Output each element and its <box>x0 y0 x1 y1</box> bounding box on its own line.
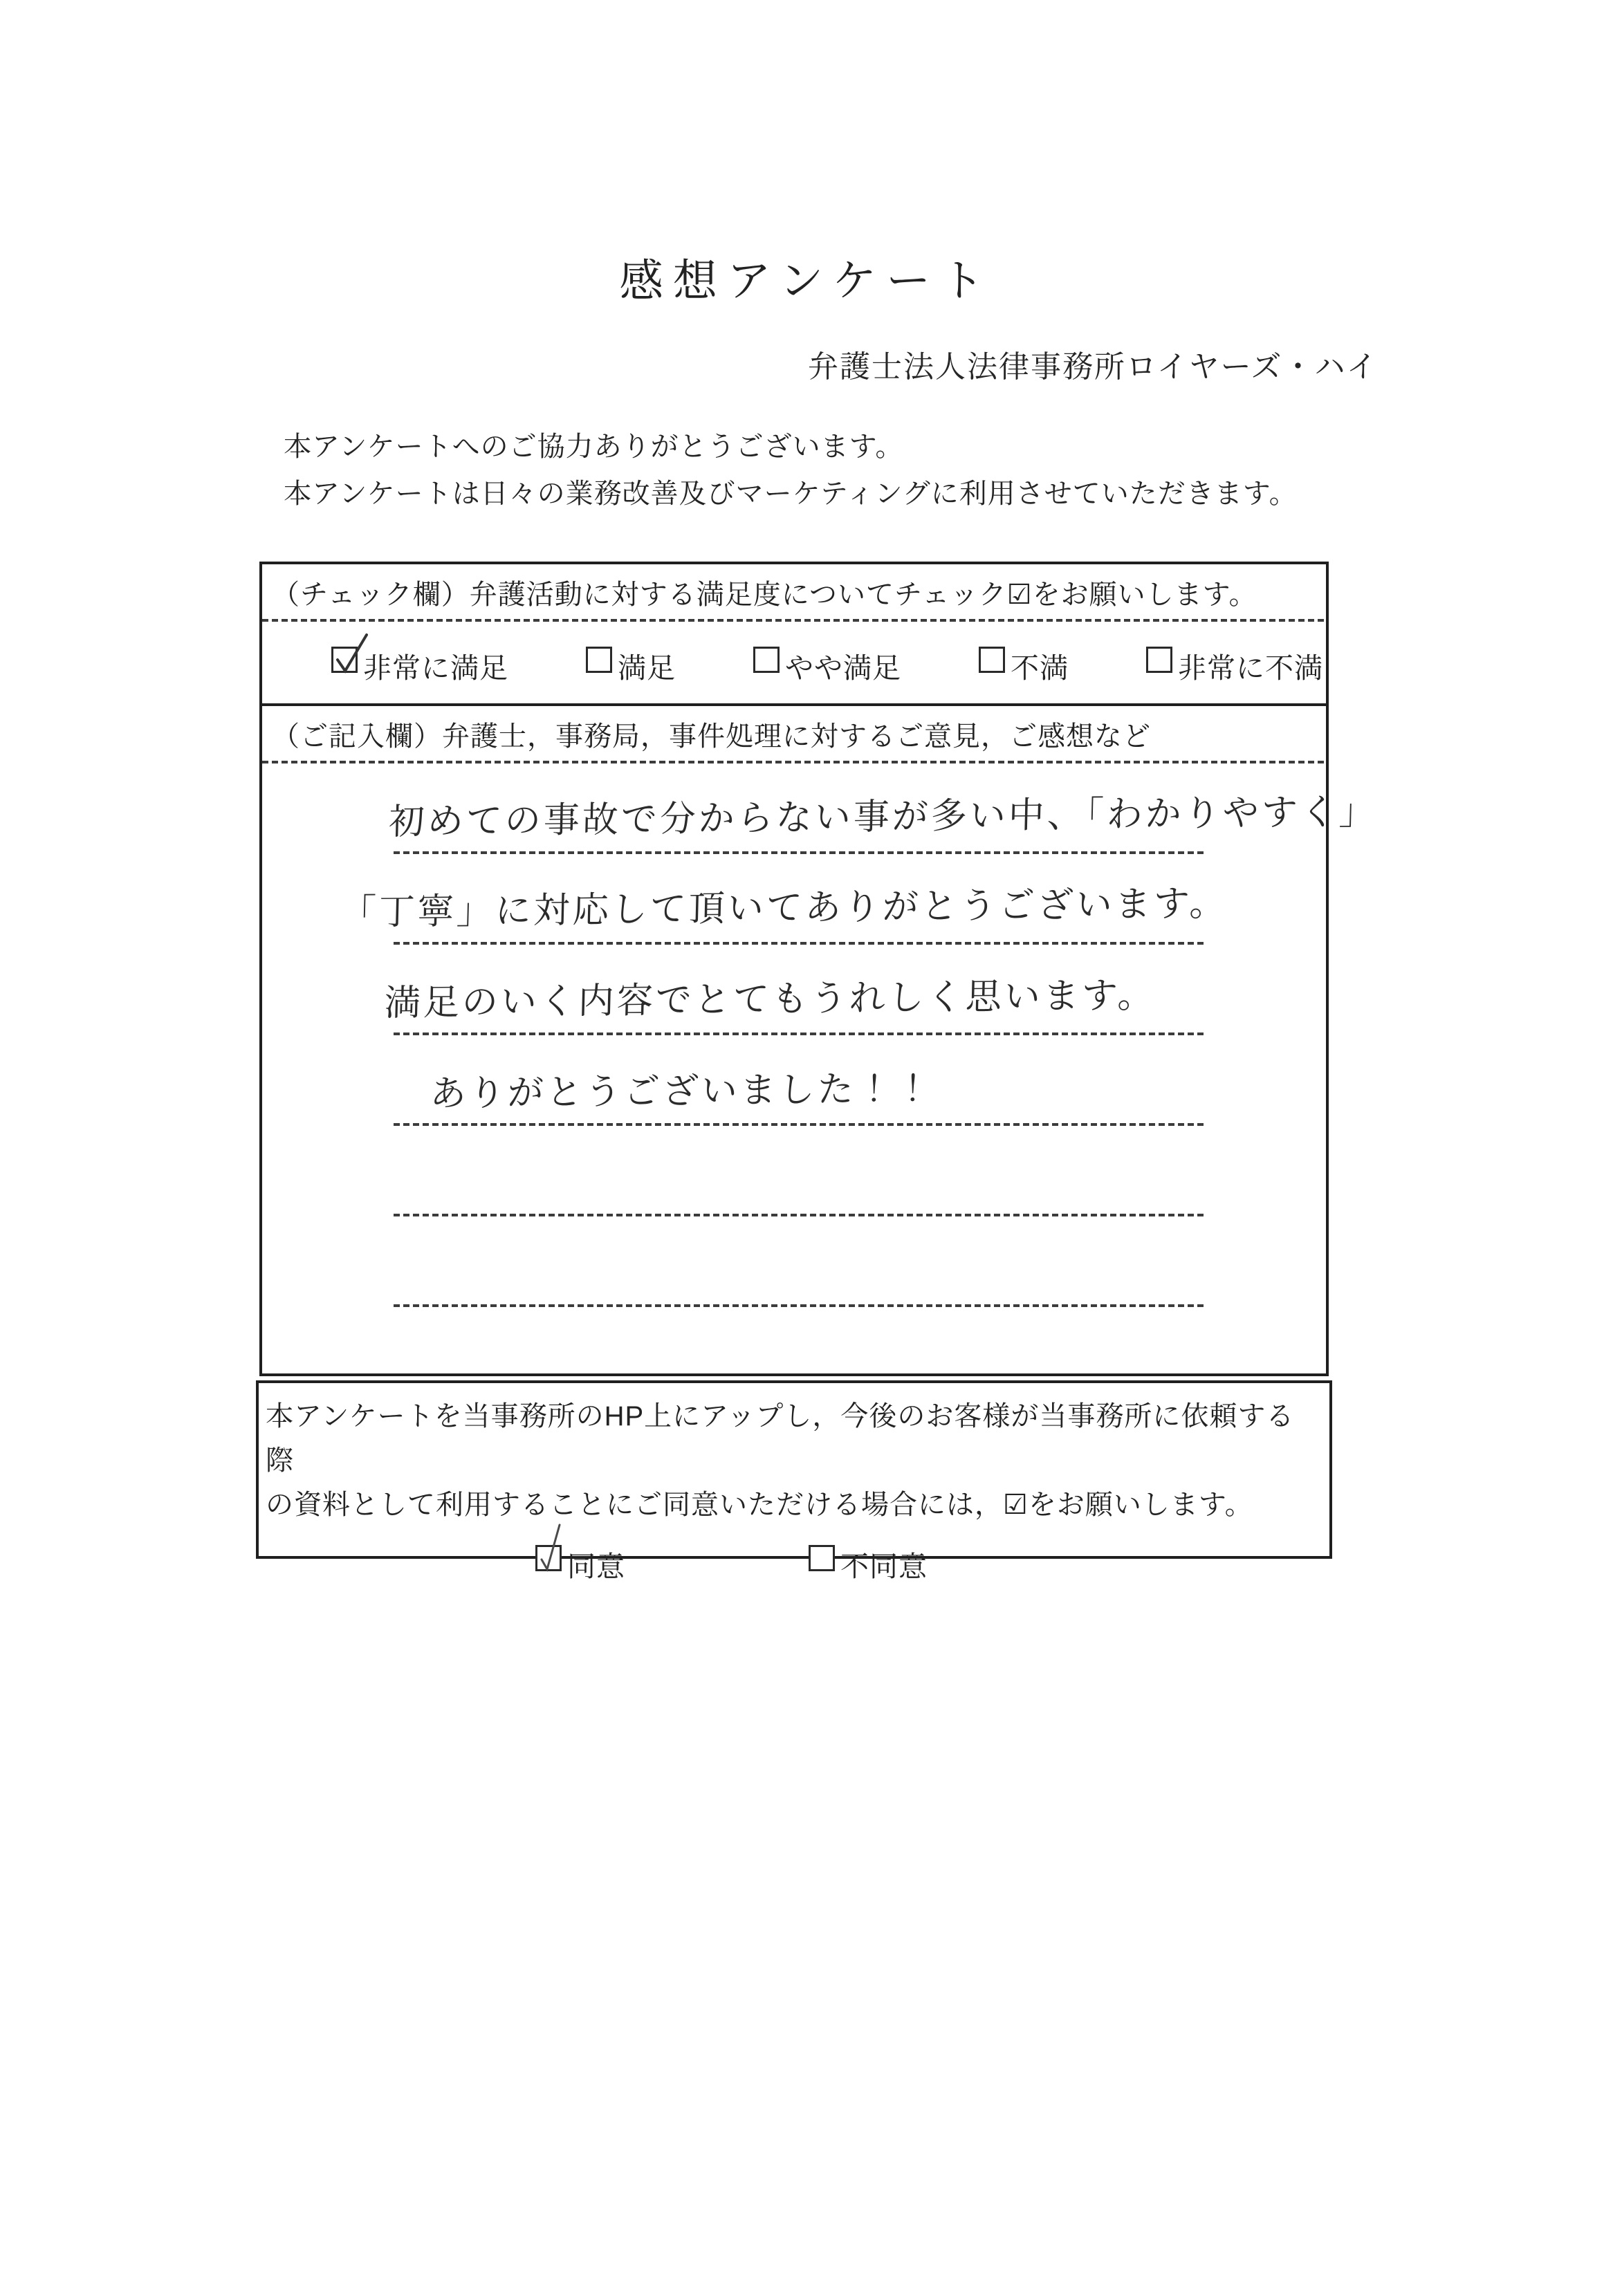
satisfaction-option-very-satisfied[interactable] <box>331 645 508 703</box>
satisfaction-options-row <box>262 622 1326 703</box>
checkbox-dissatisfied[interactable] <box>979 647 1005 673</box>
checkbox-satisfied[interactable] <box>586 647 612 673</box>
option-label: 不満 <box>1011 652 1069 684</box>
checkbox-agree[interactable] <box>535 1545 562 1571</box>
satisfaction-option-somewhat-satisfied[interactable] <box>753 645 901 703</box>
satisfaction-option-satisfied[interactable] <box>586 645 676 703</box>
consent-box <box>256 1380 1332 1582</box>
checkbox-very-satisfied[interactable] <box>331 647 358 673</box>
handwritten-check-icon <box>539 1524 566 1575</box>
survey-form-box <box>259 562 1379 1376</box>
consent-statement <box>259 1383 1329 1527</box>
option-label: 非常に満足 <box>363 652 508 684</box>
handwritten-comment: ありがとうございました！！ <box>430 1068 934 1114</box>
organization-name: 弁護士法人法律事務所ロイヤーズ・ハイ <box>808 350 1379 384</box>
option-label: 非常に不満 <box>1178 652 1323 684</box>
checkbox-disagree[interactable] <box>809 1545 835 1571</box>
option-label: 満足 <box>618 652 676 684</box>
consent-options-row <box>259 1527 1329 1584</box>
check-section-header: （チェック欄）弁護活動に対する満足度についてチェック☑をお願いします。 <box>272 580 1257 610</box>
comment-section-header: （ご記入欄）弁護士，事務局，事件処理に対するご意見，ご感想など <box>272 721 1151 752</box>
handwritten-comment: 満足のいく内容でとてもうれしく思います。 <box>384 975 1157 1024</box>
consent-line: 本アンケートを当事務所のHP上にアップし，今後のお客様が当事務所に依頼する際 <box>266 1401 1295 1476</box>
intro-line: 本アンケートへのご協力ありがとうございます。 <box>284 432 904 462</box>
comment-line-row <box>262 854 1326 945</box>
comment-line-row <box>262 1035 1326 1126</box>
comment-line-row <box>262 763 1379 854</box>
handwritten-comment: 「丁寧」に対応して頂いてありがとうございます。 <box>340 883 1229 933</box>
comment-line-row-empty <box>262 1126 1326 1216</box>
satisfaction-option-very-dissatisfied[interactable] <box>1146 645 1323 703</box>
option-label: やや満足 <box>785 652 901 684</box>
option-label: 不同意 <box>840 1550 928 1582</box>
consent-option-disagree[interactable] <box>809 1544 928 1584</box>
consent-option-agree[interactable] <box>535 1544 625 1584</box>
comment-line-row <box>262 945 1326 1035</box>
consent-line: の資料として利用することにご同意いただける場合には，☑をお願いします。 <box>266 1490 1253 1520</box>
checkbox-very-dissatisfied[interactable] <box>1146 647 1172 673</box>
satisfaction-option-dissatisfied[interactable] <box>979 645 1069 703</box>
intro-paragraph <box>284 423 1298 517</box>
handwritten-comment: 初めての事故で分からない事が多い中、「わかりやすく」 <box>388 792 1379 842</box>
comment-line-row-empty <box>262 1216 1326 1307</box>
intro-line: 本アンケートは日々の業務改善及びマーケティングに利用させていただきます。 <box>284 479 1298 509</box>
option-label: 同意 <box>567 1550 625 1582</box>
checkbox-somewhat-satisfied[interactable] <box>753 647 780 673</box>
comment-area <box>262 763 1379 1307</box>
page-title: 感想アンケート <box>618 255 995 306</box>
